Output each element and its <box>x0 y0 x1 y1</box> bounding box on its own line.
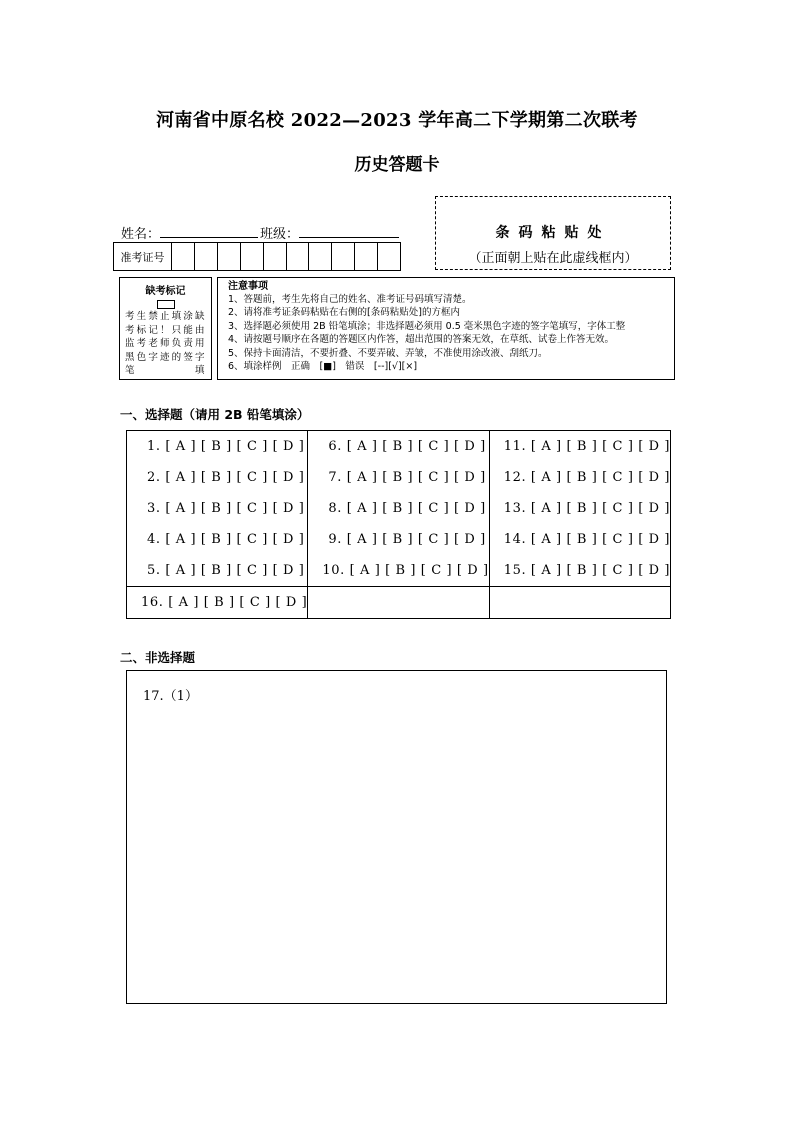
notice-item: 6、填涂样例 正确 [■] 错误 [--][√][×] <box>228 361 418 373</box>
absence-mark-title: 缺考标记 <box>145 286 186 297</box>
answer-area-17[interactable] <box>126 670 667 1004</box>
choice-question[interactable]: 5. [ A ] [ B ] [ C ] [ D ] <box>147 563 305 578</box>
choice-question[interactable]: 7. [ A ] [ B ] [ C ] [ D ] <box>328 470 486 485</box>
exam-number-cell[interactable] <box>378 243 400 270</box>
exam-number-cell[interactable] <box>172 243 195 270</box>
question-17-label: 17.（1） <box>143 689 198 704</box>
class-label: 班级： <box>260 227 300 242</box>
notice-title: 注意事项 <box>228 281 268 292</box>
absence-mark-checkbox[interactable] <box>157 300 175 309</box>
choice-question[interactable]: 16. [ A ] [ B ] [ C ] [ D ] <box>141 595 308 610</box>
choice-last-cell <box>127 587 308 619</box>
exam-number-cell[interactable] <box>264 243 287 270</box>
section-title-choice: 一、选择题（请用 2B 铅笔填涂） <box>120 407 310 422</box>
choice-question[interactable]: 6. [ A ] [ B ] [ C ] [ D ] <box>328 439 486 454</box>
barcode-title: 条码粘贴处 <box>495 225 611 241</box>
class-underline[interactable] <box>299 225 399 238</box>
page-subtitle: 历史答题卡 <box>354 155 440 175</box>
notice-item: 5、保持卡面清洁，不要折叠、不要弄破、弄皱，不准使用涂改液、刮纸刀。 <box>228 347 548 359</box>
notice-box <box>217 277 675 380</box>
notice-item: 4、请按题号顺序在各题的答题区内作答，超出范围的答案无效，在草纸、试卷上作答无效。 <box>228 334 615 346</box>
choice-question[interactable]: 3. [ A ] [ B ] [ C ] [ D ] <box>147 501 305 516</box>
exam-number-grid <box>113 242 401 271</box>
choice-empty-cell <box>308 587 489 619</box>
page-title: 河南省中原名校 2022—2023 学年高二下学期第二次联考 <box>156 110 638 131</box>
choice-question[interactable]: 2. [ A ] [ B ] [ C ] [ D ] <box>147 470 305 485</box>
notice-item: 2、请将准考证条码粘贴在右侧的[条码粘贴处]的方框内 <box>228 307 460 319</box>
choice-question[interactable]: 4. [ A ] [ B ] [ C ] [ D ] <box>147 532 305 547</box>
name-label: 姓名： <box>121 227 161 242</box>
choice-question[interactable]: 1. [ A ] [ B ] [ C ] [ D ] <box>147 439 305 454</box>
name-underline[interactable] <box>160 225 258 238</box>
choice-column-3 <box>489 431 670 587</box>
name-field[interactable] <box>121 223 258 242</box>
choice-question[interactable]: 9. [ A ] [ B ] [ C ] [ D ] <box>328 532 486 547</box>
choice-question[interactable]: 8. [ A ] [ B ] [ C ] [ D ] <box>328 501 486 516</box>
exam-number-cell[interactable] <box>355 243 378 270</box>
class-field[interactable] <box>260 223 399 242</box>
choice-question[interactable]: 12. [ A ] [ B ] [ C ] [ D ] <box>503 470 671 485</box>
choice-question[interactable]: 10. [ A ] [ B ] [ C ] [ D ] <box>322 563 489 578</box>
choice-question[interactable]: 15. [ A ] [ B ] [ C ] [ D ] <box>503 563 671 578</box>
exam-number-cell[interactable] <box>195 243 218 270</box>
section-title-nonchoice: 二、非选择题 <box>120 650 196 665</box>
choice-question[interactable]: 13. [ A ] [ B ] [ C ] [ D ] <box>503 501 671 516</box>
exam-number-cell[interactable] <box>332 243 355 270</box>
choice-question[interactable]: 14. [ A ] [ B ] [ C ] [ D ] <box>503 532 671 547</box>
absence-mark-box <box>119 277 212 380</box>
choice-empty-cell <box>489 587 670 619</box>
choice-column-1 <box>127 431 308 587</box>
exam-number-cell[interactable] <box>241 243 264 270</box>
choice-question[interactable]: 11. [ A ] [ B ] [ C ] [ D ] <box>503 439 671 454</box>
barcode-note: （正面朝上贴在此虚线框内） <box>468 251 638 266</box>
choice-column-2 <box>308 431 489 587</box>
absence-mark-text: 考生禁止填涂缺考标记！只能由监考老师负责用黑色字迹的签字笔填 <box>125 311 206 376</box>
notice-item: 3、选择题必须使用 2B 铅笔填涂；非选择题必须用 0.5 毫米黑色字迹的签字笔填写，字体工整 <box>228 320 626 332</box>
exam-number-cell[interactable] <box>309 243 332 270</box>
notice-item: 1、答题前，考生先将自己的姓名、准考证号码填写清楚。 <box>228 294 472 305</box>
exam-number-cell[interactable] <box>287 243 310 270</box>
exam-number-label: 准考证号 <box>114 243 172 270</box>
barcode-area <box>435 196 671 270</box>
exam-number-cell[interactable] <box>218 243 241 270</box>
choice-answer-table <box>126 430 671 619</box>
